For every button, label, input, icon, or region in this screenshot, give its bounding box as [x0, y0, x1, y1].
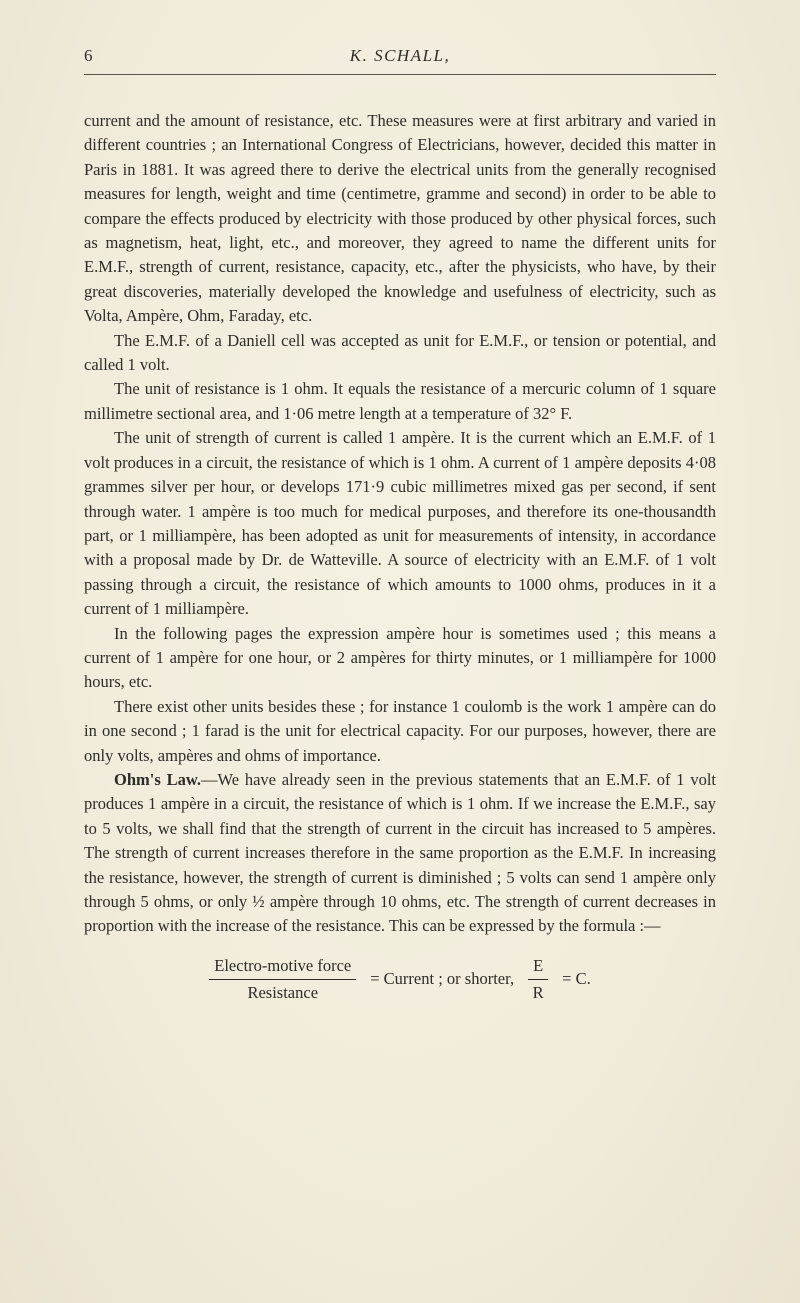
- formula-equals-c: = C.: [562, 969, 591, 989]
- formula-equals-current: = Current ; or shorter,: [370, 969, 515, 989]
- paragraph: The E.M.F. of a Daniell cell was accepted as unit for E.M.F., or tension or potential, and called 1 volt.: [84, 330, 716, 375]
- paragraph-ohms-law: [84, 768, 716, 939]
- page-number: 6: [84, 46, 93, 65]
- running-title: K. SCHALL,: [349, 46, 451, 65]
- fraction-numerator: Electro-motive force: [209, 955, 356, 980]
- fraction-e-over-r: [528, 955, 548, 1004]
- paragraph: In the following pages the expression ampère hour is sometimes used ; this means a current of 1 ampère for one hour, or 2 ampères for thirty minutes, or 1 milliampère for 1000 hours, etc.: [84, 623, 716, 692]
- paragraph: current and the amount of resistance, etc. These measures were at first arbitrary and varied in different countries ; an International Congress of Electricians, however, decided this matter in Paris in 1881. It was agreed there to derive the electrical units from the generally recognised measures for length, weight and time (centimetre, gramme and second) in order to be able to compare the effects produced by electricity with those produced by other physical forces, such as magnetism, heat, light, etc., and moreover, they agreed to name the different units for E.M.F., strength of current, resistance, capacity, etc., after the physicists, who have, by their great discoveries, materially developed the knowledge and usefulness of electricity, such as Volta, Ampère, Ohm, Faraday, etc.: [84, 111, 716, 326]
- fraction-denominator: Resistance: [247, 982, 319, 1002]
- paragraph: The unit of resistance is 1 ohm. It equals the resistance of a mercuric column of 1 square millimetre sectional area, and 1·06 metre length at a temperature of 32° F.: [84, 379, 716, 423]
- fraction-numerator: E: [528, 955, 548, 980]
- ohms-law-heading: Ohm's Law.: [114, 769, 201, 789]
- page-body: [84, 109, 716, 1004]
- paragraph-text: —We have already seen in the previous statements that an E.M.F. of 1 volt produces 1 ampère in a circuit, the resistance of which is 1 ohm. If we increase the E.M.F., say to 5 volts, we shall find that the strength of current in the circuit has increased to 5 ampères. The strength of current increases therefore in the same proportion as the E.M.F. In increasing the resistance, however, the strength of current is diminished ; 5 volts can send 1 ampère only through 5 ohms, or only ½ ampère through 10 ohms, etc. The strength of current decreases in proportion with the increase of the resistance. This can be expressed by the formula :—: [84, 769, 717, 936]
- paragraph: The unit of strength of current is called 1 ampère. It is the current which an E.M.F. of 1 volt produces in a circuit, the resistance of which is 1 ohm. A current of 1 ampère deposits 4·08 grammes silver per hour, or develops 171·9 cubic millimetres mixed gas per second, if sent through water. 1 ampère is too much for medical purposes, and therefore its one-thousandth part, or 1 milliampère, has been adopted as unit for measurements of intensity, in accordance with a proposal made by Dr. de Watteville. A source of electricity with an E.M.F. of 1 volt passing through a circuit, the resistance of which amounts to 1000 ohms, produces in it a current of 1 milliampère.: [84, 428, 716, 619]
- paragraph: There exist other units besides these ; for instance 1 coulomb is the work 1 ampère can do in one second ; 1 farad is the unit for electrical capacity. For our purposes, however, there are only volts, ampères and ohms of importance.: [84, 696, 716, 765]
- fraction-denominator: R: [532, 982, 544, 1002]
- fraction-emf-over-resistance: [209, 955, 356, 1004]
- header-rule: [84, 74, 716, 75]
- formula: [84, 955, 716, 1004]
- page-header: [84, 46, 716, 72]
